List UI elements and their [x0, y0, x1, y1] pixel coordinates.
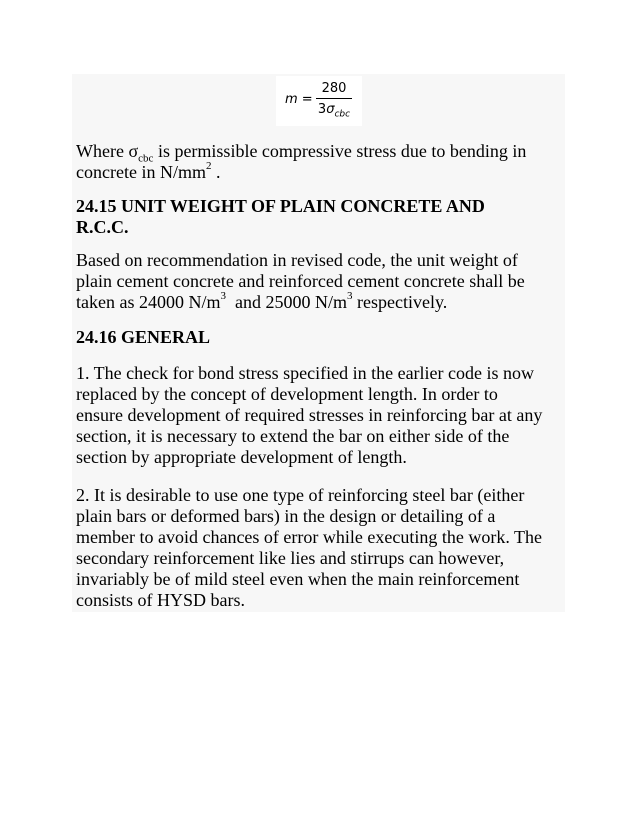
section-2416-para-2: 2. It is desirable to use one type of reinforcing steel bar (either plain bars or deformed bars) in the design or detailing of a member to avoid chances of error while executing the work. The secondary reinforcement like lies and stirrups can however, invariably be of mild steel even when the main reinforcement consists of HYSD bars. [76, 485, 542, 610]
formula-denominator [316, 101, 352, 124]
formula-fraction [316, 80, 352, 124]
section-2415-paragraph: Based on recommendation in revised code, the unit weight of plain cement concrete and reinforced cement concrete shall be taken as 24000 $N/m^3$ and 25000 $N/m^3$ respectively. [76, 250, 525, 312]
section-heading-2416: 24.16 GENERAL [76, 327, 211, 347]
where-line-2: concrete in $N/mm^2$ . [76, 160, 221, 182]
section-heading-2415: 24.15 UNIT WEIGHT OF PLAIN CONCRETE AND R.C.C. [76, 196, 485, 237]
where-line-1: Where $\sigma_{cbc}$ is permissible compressive stress due to bending in [76, 141, 527, 165]
formula-numerator: 280 [321, 81, 347, 96]
formula-lhs: m = [285, 92, 313, 107]
section-2416-para-1: 1. The check for bond stress specified in the earlier code is now replaced by the concept of development length. In order to ensure development of required stresses in reinforcing bar at any section, it is necessary to extend the bar on either side of the section by appropriate development of length. [76, 363, 543, 467]
denominator-coefficient: 3 [317, 102, 327, 117]
denominator-subscript: cbc [334, 109, 351, 120]
formula-modular-ratio [276, 76, 362, 126]
denominator-symbol: σ [326, 102, 335, 117]
where-paragraph [76, 141, 564, 183]
fraction-bar [316, 98, 352, 99]
